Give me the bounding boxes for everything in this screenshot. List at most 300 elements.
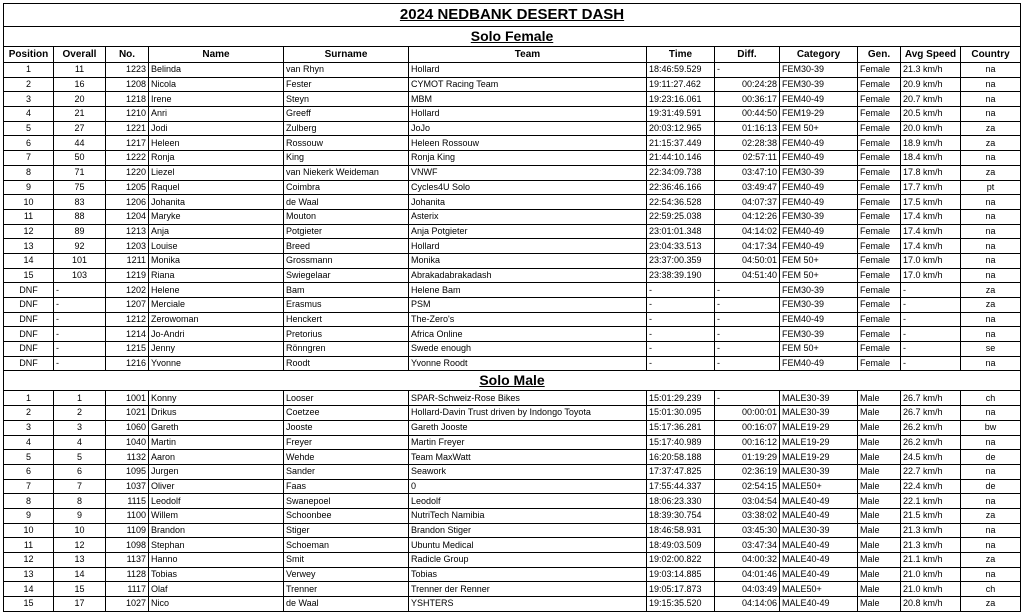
table-row <box>4 92 1021 107</box>
cell-avg-speed: 22.4 km/h <box>901 479 961 494</box>
cell-number: 1001 <box>106 391 149 406</box>
cell-category: MALE40-49 <box>780 538 858 553</box>
cell-number: 1117 <box>106 582 149 597</box>
cell-country: za <box>961 136 1021 151</box>
table-row <box>4 420 1021 435</box>
cell-category: MALE50+ <box>780 582 858 597</box>
cell-avg-speed: 22.7 km/h <box>901 464 961 479</box>
cell-team: Leodolf <box>409 494 647 509</box>
cell-overall: - <box>54 356 106 371</box>
cell-category: FEM30-39 <box>780 327 858 342</box>
cell-avg-speed: 20.0 km/h <box>901 121 961 136</box>
cell-overall: 1 <box>54 391 106 406</box>
cell-name: Brandon <box>149 523 284 538</box>
cell-gender: Female <box>858 342 901 357</box>
cell-country: na <box>961 195 1021 210</box>
cell-avg-speed: 17.5 km/h <box>901 195 961 210</box>
cell-category: MALE40-49 <box>780 567 858 582</box>
cell-number: 1214 <box>106 327 149 342</box>
cell-overall: 14 <box>54 567 106 582</box>
cell-number: 1202 <box>106 283 149 298</box>
column-header-time: Time <box>647 47 715 63</box>
cell-diff: - <box>715 327 780 342</box>
cell-position: DNF <box>4 312 54 327</box>
cell-surname: de Waal <box>284 597 409 612</box>
cell-position: 8 <box>4 494 54 509</box>
column-header-position: Position <box>4 47 54 63</box>
cell-time: 21:15:37.449 <box>647 136 715 151</box>
cell-name: Ronja <box>149 151 284 166</box>
table-row <box>4 406 1021 421</box>
column-header-number: No. <box>106 47 149 63</box>
cell-team: Hollard-Davin Trust driven by Indongo Toyota <box>409 406 647 421</box>
cell-category: MALE40-49 <box>780 597 858 612</box>
cell-time: 18:06:23.330 <box>647 494 715 509</box>
cell-gender: Female <box>858 107 901 122</box>
cell-surname: Steyn <box>284 92 409 107</box>
cell-gender: Female <box>858 298 901 313</box>
cell-time: 19:02:00.822 <box>647 553 715 568</box>
cell-surname: Breed <box>284 239 409 254</box>
cell-time: 23:04:33.513 <box>647 239 715 254</box>
cell-avg-speed: 18.4 km/h <box>901 151 961 166</box>
cell-time: 19:23:16.061 <box>647 92 715 107</box>
cell-position: 6 <box>4 464 54 479</box>
cell-surname: Zulberg <box>284 121 409 136</box>
cell-country: na <box>961 151 1021 166</box>
table-row <box>4 597 1021 612</box>
cell-number: 1220 <box>106 165 149 180</box>
cell-surname: Pretorius <box>284 327 409 342</box>
table-row <box>4 356 1021 371</box>
cell-overall: 20 <box>54 92 106 107</box>
cell-name: Konny <box>149 391 284 406</box>
table-row <box>4 391 1021 406</box>
cell-time: 15:17:36.281 <box>647 420 715 435</box>
cell-category: FEM30-39 <box>780 283 858 298</box>
cell-name: Merciale <box>149 298 284 313</box>
cell-avg-speed: 17.4 km/h <box>901 209 961 224</box>
cell-team: Radicle Group <box>409 553 647 568</box>
cell-time: - <box>647 283 715 298</box>
table-row <box>4 151 1021 166</box>
cell-avg-speed: 17.7 km/h <box>901 180 961 195</box>
cell-team: MBM <box>409 92 647 107</box>
cell-team: Hollard <box>409 239 647 254</box>
cell-position: 9 <box>4 508 54 523</box>
cell-name: Maryke <box>149 209 284 224</box>
cell-team: 0 <box>409 479 647 494</box>
cell-gender: Male <box>858 553 901 568</box>
cell-position: DNF <box>4 327 54 342</box>
cell-number: 1208 <box>106 77 149 92</box>
cell-gender: Female <box>858 121 901 136</box>
cell-surname: Potgieter <box>284 224 409 239</box>
cell-diff: 04:03:49 <box>715 582 780 597</box>
cell-category: MALE19-29 <box>780 450 858 465</box>
cell-overall: 3 <box>54 420 106 435</box>
cell-diff: 02:54:15 <box>715 479 780 494</box>
cell-overall: 7 <box>54 479 106 494</box>
cell-overall: 5 <box>54 450 106 465</box>
cell-category: FEM 50+ <box>780 268 858 283</box>
cell-name: Nico <box>149 597 284 612</box>
cell-team: Seawork <box>409 464 647 479</box>
cell-country: ch <box>961 582 1021 597</box>
cell-country: na <box>961 63 1021 78</box>
cell-avg-speed: 20.9 km/h <box>901 77 961 92</box>
cell-number: 1217 <box>106 136 149 151</box>
cell-position: DNF <box>4 356 54 371</box>
cell-gender: Female <box>858 151 901 166</box>
cell-surname: Rossouw <box>284 136 409 151</box>
cell-team: SPAR-Schweiz-Rose Bikes <box>409 391 647 406</box>
cell-country: na <box>961 538 1021 553</box>
cell-position: 8 <box>4 165 54 180</box>
cell-diff: 00:36:17 <box>715 92 780 107</box>
cell-country: za <box>961 283 1021 298</box>
cell-avg-speed: 17.4 km/h <box>901 239 961 254</box>
cell-avg-speed: 24.5 km/h <box>901 450 961 465</box>
cell-overall: - <box>54 283 106 298</box>
table-row <box>4 239 1021 254</box>
cell-category: FEM40-49 <box>780 239 858 254</box>
cell-category: MALE30-39 <box>780 523 858 538</box>
cell-surname: Rönngren <box>284 342 409 357</box>
table-row <box>4 268 1021 283</box>
cell-country: za <box>961 121 1021 136</box>
cell-surname: Schoonbee <box>284 508 409 523</box>
cell-number: 1218 <box>106 92 149 107</box>
cell-country: na <box>961 406 1021 421</box>
cell-surname: Jooste <box>284 420 409 435</box>
cell-country: na <box>961 567 1021 582</box>
cell-time: 21:44:10.146 <box>647 151 715 166</box>
cell-name: Gareth <box>149 420 284 435</box>
table-row <box>4 342 1021 357</box>
cell-gender: Female <box>858 356 901 371</box>
cell-position: 2 <box>4 406 54 421</box>
section-title-row <box>4 371 1021 391</box>
cell-team: PSM <box>409 298 647 313</box>
cell-time: 22:59:25.038 <box>647 209 715 224</box>
cell-time: 19:11:27.462 <box>647 77 715 92</box>
cell-category: MALE19-29 <box>780 435 858 450</box>
column-header-overall: Overall <box>54 47 106 63</box>
cell-time: 22:54:36.528 <box>647 195 715 210</box>
cell-diff: 04:00:32 <box>715 553 780 568</box>
cell-avg-speed: 26.7 km/h <box>901 391 961 406</box>
cell-time: 17:55:44.337 <box>647 479 715 494</box>
cell-overall: 13 <box>54 553 106 568</box>
cell-name: Anri <box>149 107 284 122</box>
cell-diff: 03:04:54 <box>715 494 780 509</box>
cell-position: 10 <box>4 195 54 210</box>
cell-position: 13 <box>4 567 54 582</box>
section-title: Solo Female <box>4 27 1021 47</box>
cell-category: FEM30-39 <box>780 165 858 180</box>
cell-team: NutriTech Namibia <box>409 508 647 523</box>
cell-name: Belinda <box>149 63 284 78</box>
section-title: Solo Male <box>4 371 1021 391</box>
table-row <box>4 327 1021 342</box>
column-header-category: Category <box>780 47 858 63</box>
cell-diff: 02:28:38 <box>715 136 780 151</box>
cell-name: Oliver <box>149 479 284 494</box>
column-header-team: Team <box>409 47 647 63</box>
cell-gender: Female <box>858 180 901 195</box>
table-row <box>4 523 1021 538</box>
cell-overall: 8 <box>54 494 106 509</box>
cell-team: Monika <box>409 253 647 268</box>
cell-gender: Male <box>858 479 901 494</box>
table-row <box>4 77 1021 92</box>
cell-position: 14 <box>4 253 54 268</box>
cell-overall: 16 <box>54 77 106 92</box>
cell-overall: - <box>54 342 106 357</box>
cell-gender: Female <box>858 63 901 78</box>
cell-position: 11 <box>4 209 54 224</box>
cell-position: 3 <box>4 420 54 435</box>
cell-country: na <box>961 92 1021 107</box>
cell-avg-speed: 21.3 km/h <box>901 523 961 538</box>
cell-team: Africa Online <box>409 327 647 342</box>
cell-diff: 01:16:13 <box>715 121 780 136</box>
cell-surname: Swanepoel <box>284 494 409 509</box>
table-row <box>4 136 1021 151</box>
cell-time: 18:46:59.529 <box>647 63 715 78</box>
cell-avg-speed: 21.3 km/h <box>901 538 961 553</box>
cell-time: 18:46:58.931 <box>647 523 715 538</box>
cell-category: FEM 50+ <box>780 121 858 136</box>
cell-team: Hollard <box>409 107 647 122</box>
cell-avg-speed: - <box>901 312 961 327</box>
cell-gender: Female <box>858 77 901 92</box>
cell-country: na <box>961 268 1021 283</box>
cell-position: DNF <box>4 342 54 357</box>
cell-country: de <box>961 479 1021 494</box>
cell-country: na <box>961 107 1021 122</box>
cell-country: na <box>961 327 1021 342</box>
cell-time: 17:37:47.825 <box>647 464 715 479</box>
cell-time: 15:01:30.095 <box>647 406 715 421</box>
cell-team: Yvonne Roodt <box>409 356 647 371</box>
cell-name: Monika <box>149 253 284 268</box>
cell-gender: Female <box>858 92 901 107</box>
cell-category: FEM19-29 <box>780 107 858 122</box>
cell-time: - <box>647 298 715 313</box>
cell-time: 15:01:29.239 <box>647 391 715 406</box>
cell-category: MALE50+ <box>780 479 858 494</box>
cell-name: Heleen <box>149 136 284 151</box>
table-row <box>4 107 1021 122</box>
cell-avg-speed: 20.7 km/h <box>901 92 961 107</box>
cell-gender: Male <box>858 450 901 465</box>
cell-name: Jo-Andri <box>149 327 284 342</box>
cell-diff: 04:01:46 <box>715 567 780 582</box>
cell-avg-speed: 17.0 km/h <box>901 268 961 283</box>
cell-team: The-Zero's <box>409 312 647 327</box>
cell-gender: Female <box>858 312 901 327</box>
cell-team: Swede enough <box>409 342 647 357</box>
cell-overall: 101 <box>54 253 106 268</box>
cell-overall: 50 <box>54 151 106 166</box>
cell-name: Aaron <box>149 450 284 465</box>
cell-diff: 03:47:34 <box>715 538 780 553</box>
cell-name: Drikus <box>149 406 284 421</box>
cell-diff: 03:45:30 <box>715 523 780 538</box>
cell-position: 7 <box>4 479 54 494</box>
cell-name: Jodi <box>149 121 284 136</box>
cell-name: Johanita <box>149 195 284 210</box>
cell-diff: - <box>715 312 780 327</box>
table-row <box>4 253 1021 268</box>
cell-country: de <box>961 450 1021 465</box>
section-title-row <box>4 27 1021 47</box>
table-row <box>4 209 1021 224</box>
cell-gender: Male <box>858 494 901 509</box>
cell-category: MALE19-29 <box>780 420 858 435</box>
cell-position: 12 <box>4 553 54 568</box>
cell-number: 1060 <box>106 420 149 435</box>
cell-overall: - <box>54 327 106 342</box>
cell-country: za <box>961 298 1021 313</box>
cell-country: na <box>961 523 1021 538</box>
cell-number: 1040 <box>106 435 149 450</box>
cell-number: 1221 <box>106 121 149 136</box>
cell-diff: 04:14:06 <box>715 597 780 612</box>
table-row <box>4 121 1021 136</box>
table-row <box>4 567 1021 582</box>
cell-surname: Trenner <box>284 582 409 597</box>
cell-time: 23:01:01.348 <box>647 224 715 239</box>
cell-name: Nicola <box>149 77 284 92</box>
cell-diff: - <box>715 342 780 357</box>
cell-name: Louise <box>149 239 284 254</box>
cell-avg-speed: 17.8 km/h <box>901 165 961 180</box>
cell-avg-speed: 21.1 km/h <box>901 553 961 568</box>
cell-diff: 04:17:34 <box>715 239 780 254</box>
cell-team: Cycles4U Solo <box>409 180 647 195</box>
cell-name: Hanno <box>149 553 284 568</box>
cell-avg-speed: 21.3 km/h <box>901 63 961 78</box>
cell-position: 1 <box>4 63 54 78</box>
cell-team: Ubuntu Medical <box>409 538 647 553</box>
cell-surname: Bam <box>284 283 409 298</box>
cell-surname: Roodt <box>284 356 409 371</box>
cell-overall: 4 <box>54 435 106 450</box>
cell-category: FEM30-39 <box>780 63 858 78</box>
cell-category: MALE40-49 <box>780 494 858 509</box>
table-row <box>4 494 1021 509</box>
cell-time: 19:15:35.520 <box>647 597 715 612</box>
cell-gender: Male <box>858 391 901 406</box>
cell-time: 20:03:12.965 <box>647 121 715 136</box>
cell-category: FEM40-49 <box>780 312 858 327</box>
cell-position: DNF <box>4 283 54 298</box>
cell-number: 1137 <box>106 553 149 568</box>
cell-number: 1100 <box>106 508 149 523</box>
cell-country: za <box>961 553 1021 568</box>
cell-surname: Smit <box>284 553 409 568</box>
cell-time: 19:31:49.591 <box>647 107 715 122</box>
cell-country: za <box>961 597 1021 612</box>
cell-avg-speed: 18.9 km/h <box>901 136 961 151</box>
cell-number: 1027 <box>106 597 149 612</box>
cell-time: 19:03:14.885 <box>647 567 715 582</box>
column-header-name: Name <box>149 47 284 63</box>
cell-team: YSHTERS <box>409 597 647 612</box>
cell-position: 4 <box>4 435 54 450</box>
cell-category: FEM 50+ <box>780 342 858 357</box>
cell-avg-speed: 17.4 km/h <box>901 224 961 239</box>
cell-diff: 02:36:19 <box>715 464 780 479</box>
cell-gender: Female <box>858 327 901 342</box>
cell-number: 1207 <box>106 298 149 313</box>
cell-overall: 103 <box>54 268 106 283</box>
cell-category: FEM40-49 <box>780 356 858 371</box>
cell-surname: Stiger <box>284 523 409 538</box>
cell-name: Liezel <box>149 165 284 180</box>
cell-number: 1115 <box>106 494 149 509</box>
cell-category: FEM 50+ <box>780 253 858 268</box>
table-row <box>4 180 1021 195</box>
cell-time: 23:38:39.190 <box>647 268 715 283</box>
cell-gender: Female <box>858 283 901 298</box>
cell-diff: 01:19:29 <box>715 450 780 465</box>
cell-surname: Henckert <box>284 312 409 327</box>
page-title: 2024 NEDBANK DESERT DASH <box>4 4 1021 27</box>
cell-diff: - <box>715 356 780 371</box>
cell-surname: Coetzee <box>284 406 409 421</box>
cell-gender: Male <box>858 435 901 450</box>
cell-surname: Verwey <box>284 567 409 582</box>
cell-country: na <box>961 494 1021 509</box>
cell-gender: Male <box>858 567 901 582</box>
cell-number: 1216 <box>106 356 149 371</box>
cell-time: - <box>647 312 715 327</box>
cell-number: 1098 <box>106 538 149 553</box>
cell-name: Yvonne <box>149 356 284 371</box>
cell-category: MALE40-49 <box>780 553 858 568</box>
cell-diff: 04:51:40 <box>715 268 780 283</box>
cell-team: Helene Bam <box>409 283 647 298</box>
cell-surname: Mouton <box>284 209 409 224</box>
cell-gender: Female <box>858 209 901 224</box>
cell-time: 22:34:09.738 <box>647 165 715 180</box>
cell-position: 12 <box>4 224 54 239</box>
cell-team: Asterix <box>409 209 647 224</box>
cell-number: 1037 <box>106 479 149 494</box>
cell-category: FEM30-39 <box>780 209 858 224</box>
table-row <box>4 464 1021 479</box>
cell-avg-speed: - <box>901 342 961 357</box>
cell-number: 1204 <box>106 209 149 224</box>
cell-category: FEM40-49 <box>780 180 858 195</box>
results-body <box>4 27 1021 612</box>
cell-time: 19:05:17.873 <box>647 582 715 597</box>
cell-position: 11 <box>4 538 54 553</box>
cell-team: Ronja King <box>409 151 647 166</box>
cell-country: na <box>961 77 1021 92</box>
cell-surname: Faas <box>284 479 409 494</box>
cell-category: FEM40-49 <box>780 224 858 239</box>
header-row <box>4 47 1021 63</box>
table-row <box>4 479 1021 494</box>
cell-category: MALE40-49 <box>780 508 858 523</box>
cell-country: ch <box>961 391 1021 406</box>
cell-time: - <box>647 327 715 342</box>
